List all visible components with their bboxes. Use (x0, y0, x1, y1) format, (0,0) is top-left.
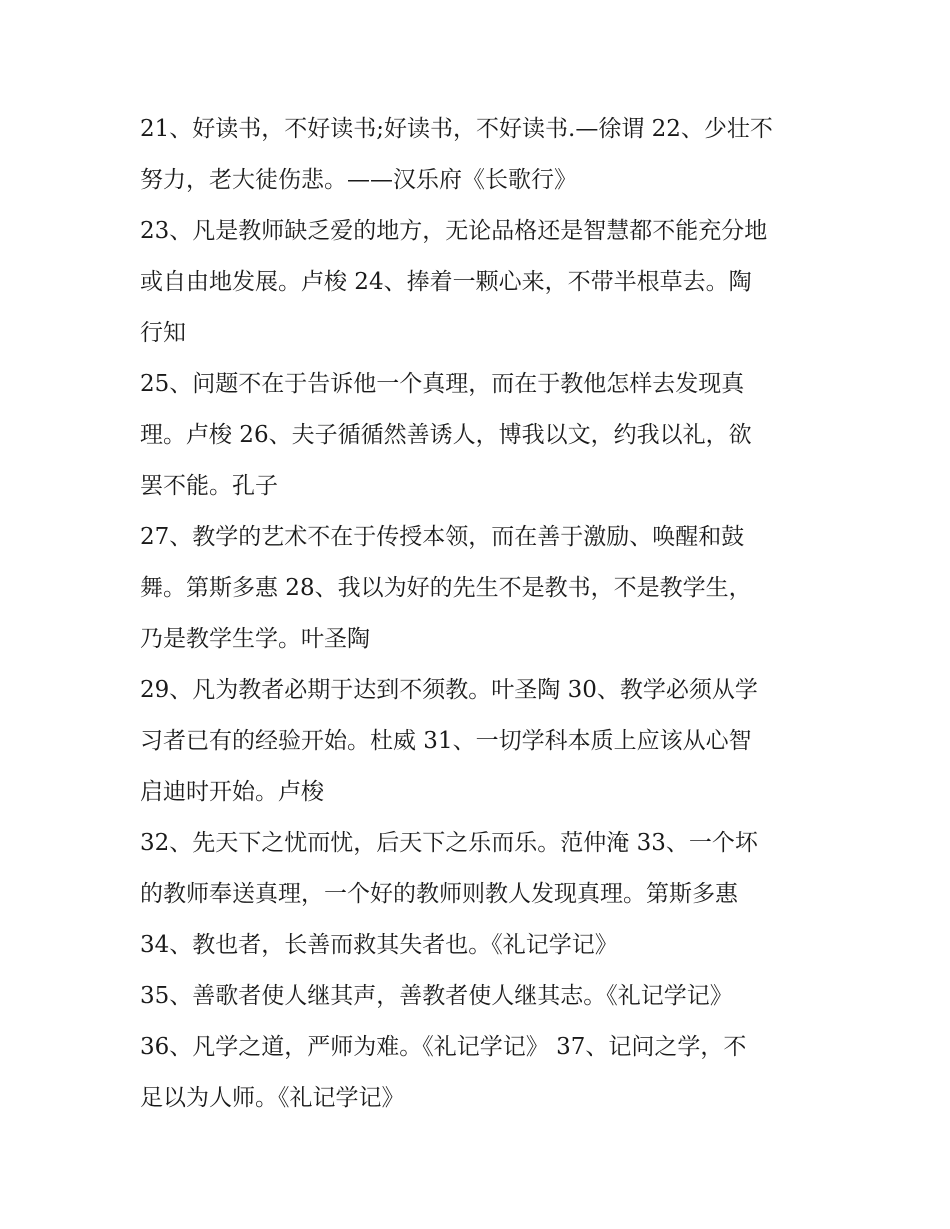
quote-text-block (140, 104, 830, 1124)
text-line: 理。卢梭 26、夫子循循然善诱人，博我以文，约我以礼，欲 (140, 422, 752, 448)
text-line: 21、好读书，不好读书;好读书，不好读书.—徐谓 22、少壮不 (140, 116, 773, 142)
text-line: 35、善歌者使人继其声，善教者使人继其志。《礼记学记》 (140, 983, 733, 1009)
text-line: 27、教学的艺术不在于传授本领，而在善于激励、唤醒和鼓 (140, 524, 745, 550)
text-line: 25、问题不在于告诉他一个真理，而在于教他怎样去发现真 (140, 371, 745, 397)
text-line: 乃是教学生学。叶圣陶 (140, 626, 370, 652)
text-line: 36、凡学之道，严师为难。《礼记学记》 37、记问之学，不 (140, 1034, 747, 1060)
text-line: 的教师奉送真理，一个好的教师则教人发现真理。第斯多惠 (140, 881, 738, 907)
text-line: 29、凡为教者必期于达到不须教。叶圣陶 30、教学必须从学 (140, 677, 758, 703)
text-line: 启迪时开始。卢梭 (140, 779, 324, 805)
text-line: 习者已有的经验开始。杜威 31、一切学科本质上应该从心智 (140, 728, 752, 754)
text-line: 努力，老大徒伤悲。——汉乐府《长歌行》 (140, 167, 577, 193)
text-line: 32、先天下之忧而忧，后天下之乐而乐。范仲淹 33、一个坏 (140, 830, 758, 856)
text-line: 足以为人师。《礼记学记》 (140, 1085, 405, 1111)
text-line: 23、凡是教师缺乏爱的地方，无论品格还是智慧都不能充分地 (140, 218, 768, 244)
text-line: 或自由地发展。卢梭 24、捧着一颗心来，不带半根草去。陶 (140, 269, 752, 295)
text-line: 行知 (140, 320, 186, 346)
text-line: 34、教也者，长善而救其失者也。《礼记学记》 (140, 932, 618, 958)
text-line: 罢不能。孔子 (140, 473, 278, 499)
text-line: 舞。第斯多惠 28、我以为好的先生不是教书，不是教学生， (140, 575, 752, 601)
